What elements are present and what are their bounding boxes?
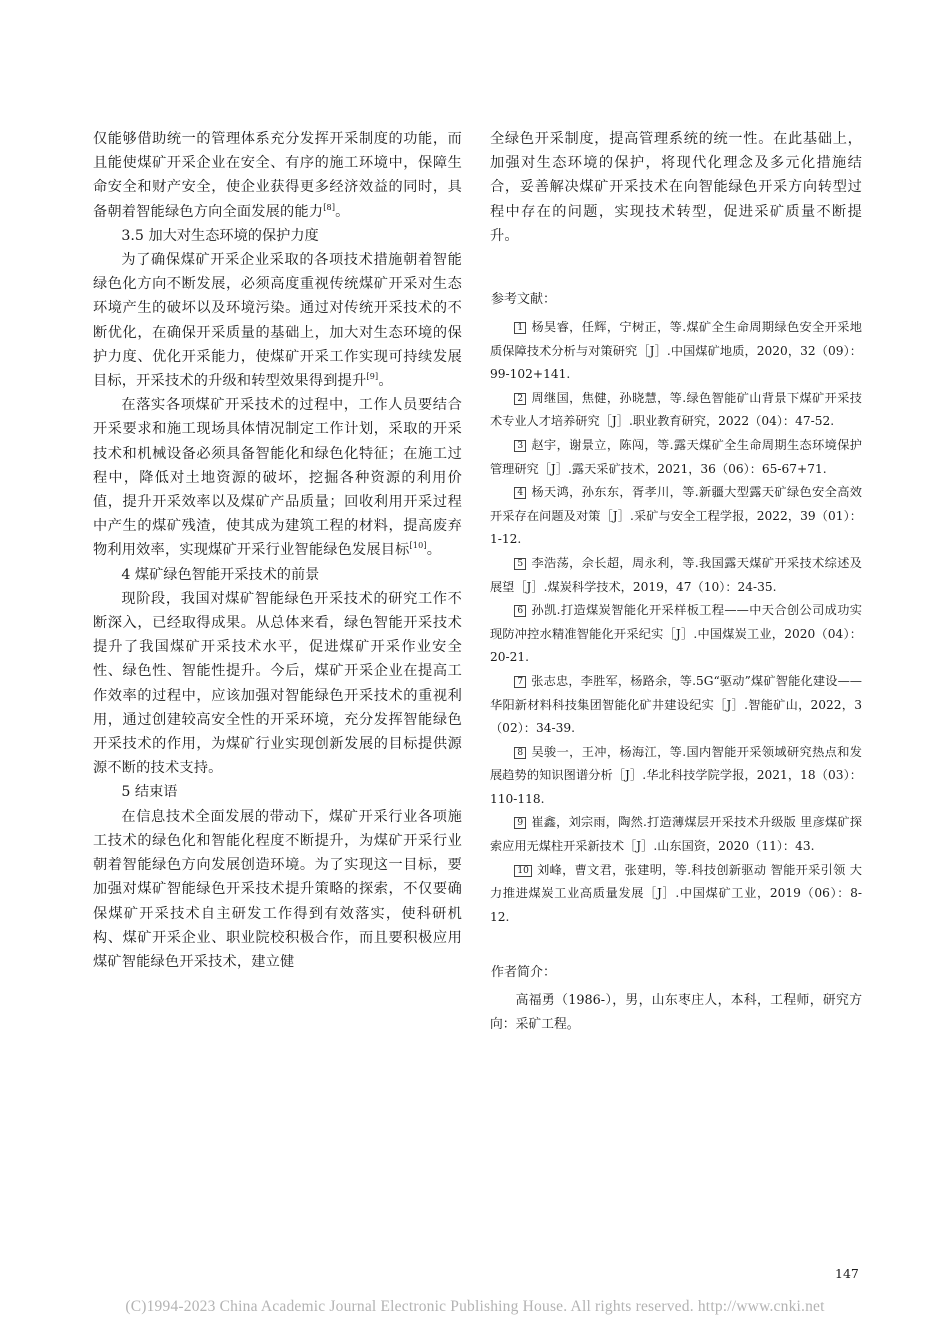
- reference-number: 6: [514, 605, 526, 617]
- paragraph-end: 。: [378, 373, 393, 390]
- paragraph: [93, 127, 462, 224]
- paragraph: [93, 248, 462, 393]
- paragraph: 在信息技术全面发展的带动下，煤矿开采行业各项施工技术的绿色化和智能化程度不断提升，为煤矿开采行业朝着智能绿色方向发展创造环境。为了实现这一目标，要加强对煤矿智能绿色开采技术提升策略的探索，不仅要确保煤矿开采技术自主研发工作得到有效落实，使科研机构、煤矿开采企业、职业院校积极合作，而且要积极应用煤矿智能绿色开采技术，建立健: [93, 808, 462, 970]
- reference-item: [490, 316, 862, 387]
- reference-text: 周继国，焦健，孙晓慧，等.绿色智能矿山背景下煤矿开采技术专业人才培养研究［J］.职业教育研究，2022（04）：47-52.: [490, 390, 862, 429]
- citation-mark: [9]: [366, 372, 379, 382]
- reference-number: 8: [514, 747, 526, 759]
- paragraph: 现阶段，我国对煤矿智能绿色开采技术的研究工作不断深入，已经取得成果。从总体来看，绿色智能开采技术提升了我国煤矿开采技术水平，促进煤矿开采作业安全性、绿色性、智能性提升。今后，煤矿开采企业在提高工作效率的过程中，应该加强对智能绿色开采技术的重视利用，通过创建较高安全性的开采环境，充分发挥智能绿色开采技术的作用，为煤矿行业实现创新发展的目标提供源源不断的技术支持。: [93, 590, 462, 777]
- reference-text: 杨天鸿，孙东东，胥孝川，等.新疆大型露天矿绿色安全高效开采存在问题及对策［J］.采矿与安全工程学报，2022，39（01）：1-12.: [490, 485, 862, 547]
- reference-number: 5: [514, 558, 526, 570]
- section-heading-3-5: 3.5 加大对生态环境的保护力度: [121, 227, 319, 244]
- citation-mark: [10]: [409, 541, 427, 551]
- paragraph: [93, 393, 462, 562]
- reference-item: [490, 859, 862, 930]
- section-heading-5: 5 结束语: [121, 784, 178, 801]
- references-title: 参考文献：: [491, 292, 557, 308]
- reference-item: [490, 481, 862, 552]
- reference-item: [490, 670, 862, 741]
- reference-text: 杨昊睿，任辉，宁树正，等.煤矿全生命周期绿色安全开采地质保障技术分析与对策研究［J］.中国煤矿地质，2020，32（09）：99-102+141.: [490, 320, 862, 382]
- paragraph-text: 仅能够借助统一的管理体系充分发挥开采制度的功能，而且能使煤矿开采企业在安全、有序的施工环境中，保障生命安全和财产安全，使企业获得更多经济效益的同时，具备朝着智能绿色方向全面发展的能力: [93, 131, 462, 220]
- reference-item: [490, 387, 862, 434]
- reference-number: 2: [514, 393, 526, 405]
- section-heading-4: 4 煤矿绿色智能开采技术的前景: [121, 566, 320, 583]
- page-number: 147: [835, 1266, 859, 1281]
- reference-item: [490, 552, 862, 599]
- reference-item: [490, 599, 862, 670]
- reference-number: 4: [514, 487, 526, 499]
- paragraph-text: 为了确保煤矿开采企业采取的各项技术措施朝着智能绿色化方向不断发展，必须高度重视传统煤矿开采对生态环境产生的破坏以及环境污染。通过对传统开采技术的不断优化，在确保开采质量的基础上，加大对生态环境的保护力度、优化开采能力，使煤矿开采工作实现可持续发展目标，开采技术的升级和转型效果得到提升: [93, 252, 462, 390]
- reference-number: 3: [514, 440, 526, 452]
- paragraph: 全绿色开采制度，提高管理系统的统一性。在此基础上，加强对生态环境的保护，将现代化理念及多元化措施结合，妥善解决煤矿开采技术在向智能绿色开采方向转型过程中存在的问题，实现技术转型，促进采矿质量不断提升。: [490, 131, 862, 244]
- reference-text: 张志忠，李胜军，杨路余，等.5G“驱动”煤矿智能化建设——华阳新材料科技集团智能化矿井建设纪实［J］.智能矿山，2022，3（02）：34-39.: [490, 673, 862, 736]
- reference-text: 刘峰，曹文君，张建明，等.科技创新驱动 智能开采引领 大力推进煤炭工业高质量发展［J］.中国煤矿工业，2019（06）：8-12.: [490, 862, 862, 924]
- reference-number: 9: [514, 817, 526, 829]
- reference-text: 孙凯.打造煤炭智能化开采样板工程——中天合创公司成功实现防冲控水精准智能化开采纪实［J］.中国煤炭工业，2020（04）：20-21.: [490, 603, 862, 665]
- reference-text: 崔鑫，刘宗雨，陶然.打造薄煤层开采技术升级版 里彦煤矿探索应用无煤柱开采新技术［J］.山东国资，2020（11）：43.: [490, 815, 862, 854]
- reference-list: [490, 316, 862, 929]
- author-bio-title: 作者简介：: [491, 965, 557, 981]
- reference-text: 李浩荡，佘长超，周永利，等.我国露天煤矿开采技术综述及展望［J］.煤炭科学技术，2019，47（10）：24-35.: [490, 555, 862, 594]
- reference-text: 赵宇，谢景立，陈闯，等.露天煤矿全生命周期生态环境保护管理研究［J］.露天采矿技术，2021，36（06）：65-67+71.: [490, 437, 862, 476]
- reference-number: 1: [514, 322, 526, 334]
- reference-item: [490, 434, 862, 481]
- right-column: [490, 127, 862, 1037]
- reference-text: 吴骏一，王冲，杨海江，等.国内智能开采领域研究热点和发展趋势的知识图谱分析［J］.华北科技学院学报，2021，18（03）：110-118.: [490, 744, 862, 806]
- author-bio: 高福勇（1986-），男，山东枣庄人，本科，工程师，研究方向：采矿工程。: [490, 993, 862, 1033]
- reference-number: 7: [514, 676, 526, 688]
- citation-mark: [8]: [323, 202, 336, 212]
- reference-number: 10: [514, 865, 531, 877]
- copyright-footer: (C)1994-2023 China Academic Journal Electronic Publishing House. All rights reserved. http://www.cnki.net: [125, 1298, 825, 1315]
- reference-item: [490, 741, 862, 812]
- left-column: [93, 127, 462, 974]
- paragraph-end: 。: [426, 542, 442, 559]
- reference-item: [490, 811, 862, 858]
- paragraph-text: 在落实各项煤矿开采技术的过程中，工作人员要结合开采要求和施工现场具体情况制定工作计划，采取的开采技术和机械设备必须具备智能化和绿色化特征；在施工过程中，降低对土地资源的破坏，挖掘各种资源的利用价值，提升开采效率以及煤矿产品质量；回收利用开采过程中产生的煤矿残渣，使其成为建筑工程的材料，提高废弃物利用效率，实现煤矿开采行业智能绿色发展目标: [93, 397, 462, 559]
- paragraph-end: 。: [335, 203, 350, 220]
